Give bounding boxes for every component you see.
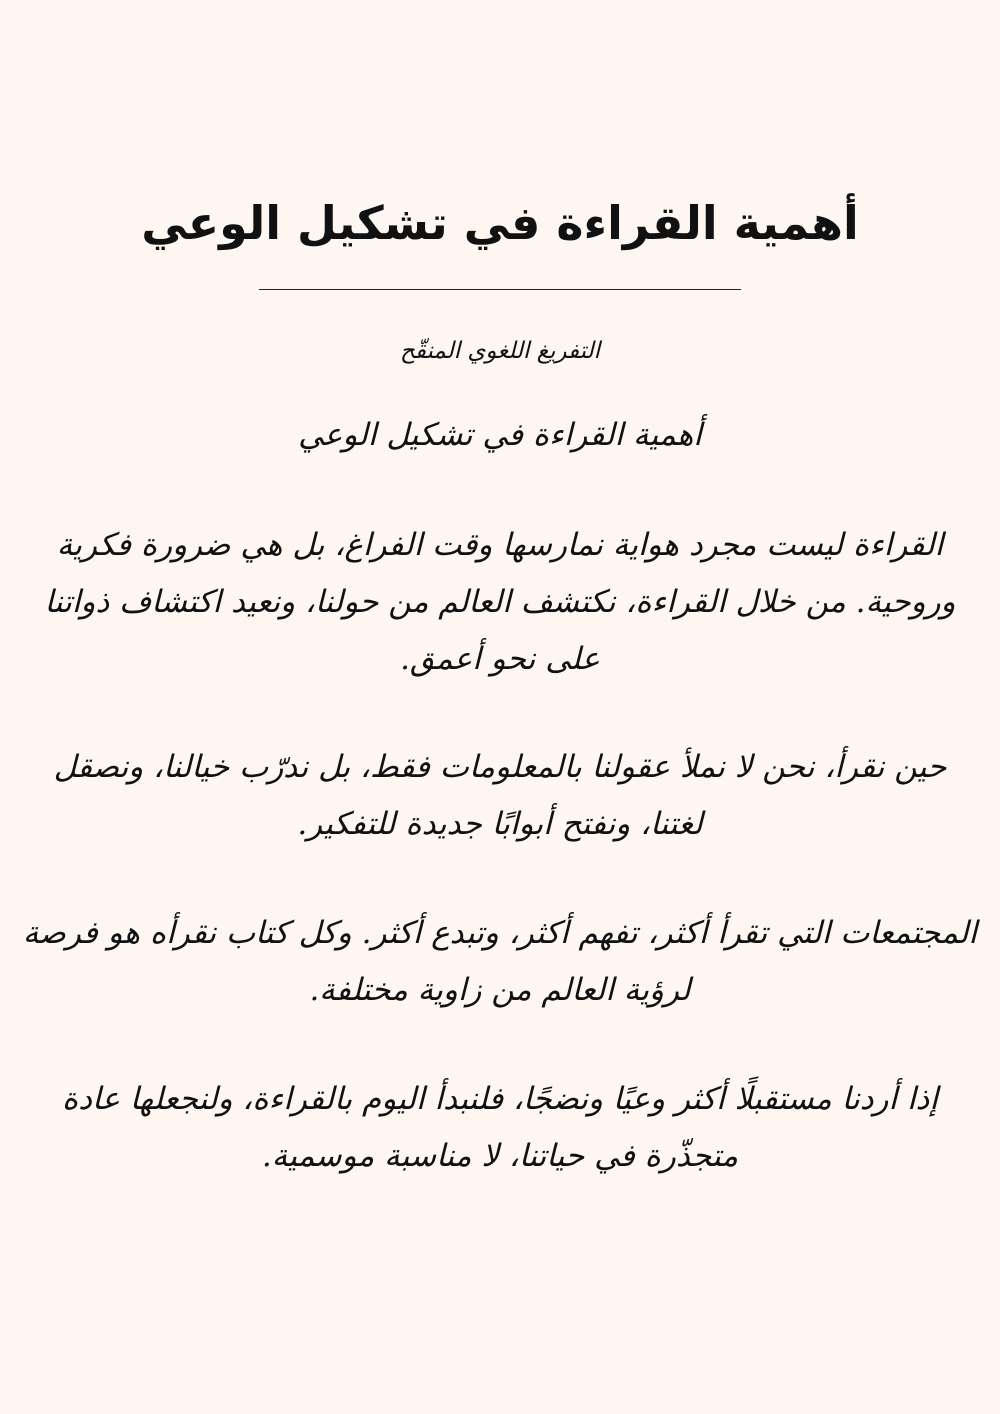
- paragraph-1: القراءة ليست مجرد هواية نمارسها وقت الفراغ، بل هي ضرورة فكرية وروحية. من خلال القراءة، نكتشف العالم من حولنا، ونعيد اكتشاف ذواتنا على نحو أعمق.: [44, 527, 956, 677]
- paragraph-2: حين نقرأ، نحن لا نملأ عقولنا بالمعلومات فقط، بل ندرّب خيالنا، ونصقل لغتنا، ونفتح أبوابًا جديدة للتفكير.: [53, 749, 947, 842]
- page-title: أهمية القراءة في تشكيل الوعي: [141, 196, 859, 250]
- paragraph-3: المجتمعات التي تقرأ أكثر، تفهم أكثر، وتبدع أكثر. وكل كتاب نقرأه هو فرصة لرؤية العالم من زاوية مختلفة.: [22, 915, 978, 1008]
- paragraph-4: إذا أردنا مستقبلًا أكثر وعيًا ونضجًا، فلنبدأ اليوم بالقراءة، ولنجعلها عادة متجذّرة في حياتنا، لا مناسبة موسمية.: [62, 1081, 938, 1174]
- section-title: أهمية القراءة في تشكيل الوعي: [298, 417, 702, 453]
- title-divider: [259, 289, 741, 290]
- document-subtitle: التفريغ اللغوي المنقّح: [399, 338, 601, 364]
